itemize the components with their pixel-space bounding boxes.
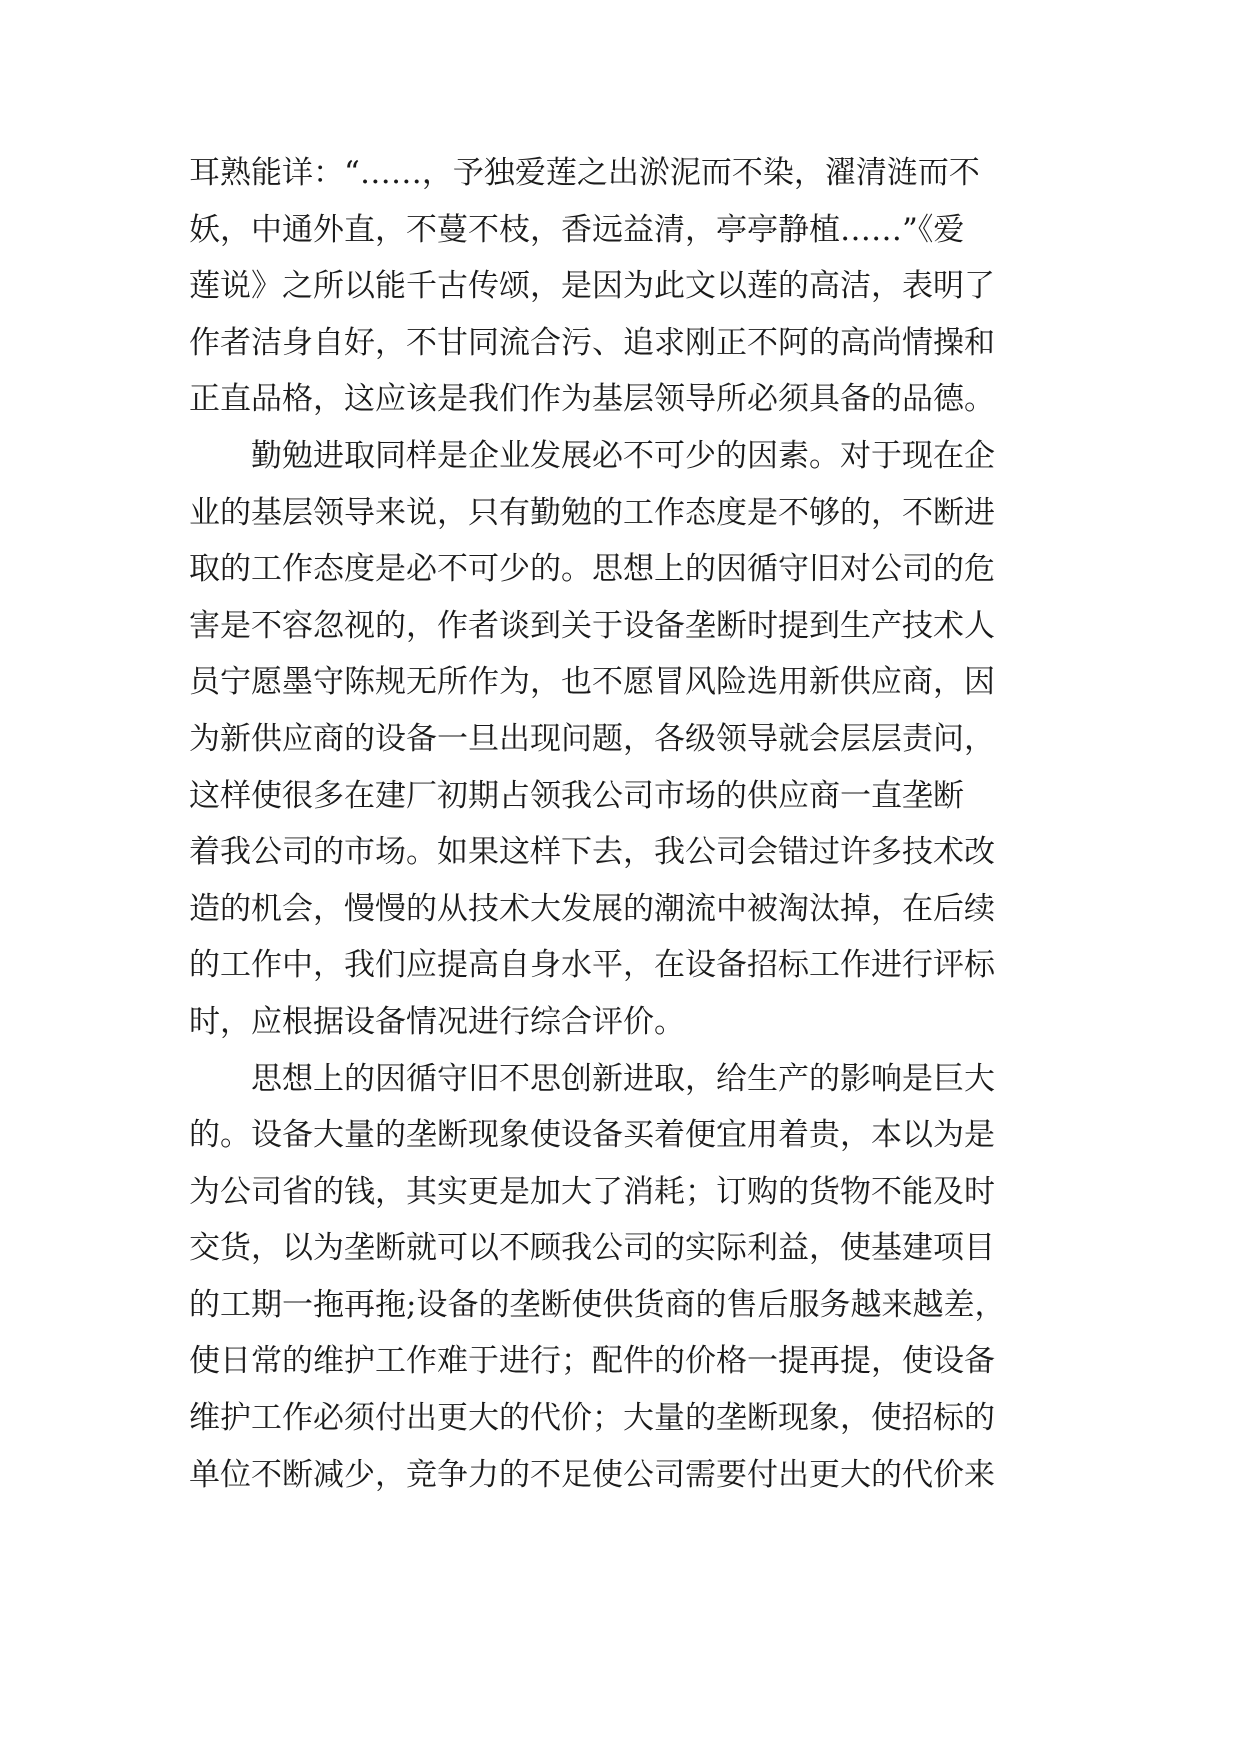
text-line: 的工期一拖再拖;设备的垄断使供货商的售后服务越来越差，: [189, 1286, 1006, 1323]
text-line: 妖，中通外直，不蔓不枝，香远益清，亭亭静植……”《爱: [189, 211, 965, 248]
text-line: 正直品格，这应该是我们作为基层领导所必须具备的品德。: [189, 381, 995, 418]
text-line: 使日常的维护工作难于进行；配件的价格一提再提，使设备: [189, 1343, 995, 1380]
text-line: 耳熟能详：“……，予独爱莲之出淤泥而不染，濯清涟而不: [189, 155, 980, 191]
text-line: 莲说》之所以能千古传颂，是因为此文以莲的高洁，表明了: [189, 268, 995, 305]
text-line: 取的工作态度是必不可少的。思想上的因循守旧对公司的危: [189, 551, 995, 588]
text-line: 交货，以为垄断就可以不顾我公司的实际利益，使基建项目: [189, 1230, 995, 1267]
text-line: 时，应根据设备情况进行综合评价。: [189, 1003, 685, 1040]
paragraph-start-line: 思想上的因循守旧不思创新进取，给生产的影响是巨大: [189, 1060, 995, 1097]
text-line: 为新供应商的设备一旦出现问题，各级领导就会层层责问，: [189, 720, 995, 757]
text-line: 业的基层领导来说，只有勤勉的工作态度是不够的，不断进: [189, 494, 995, 531]
text-line: 维护工作必须付出更大的代价；大量的垄断现象，使招标的: [189, 1400, 995, 1437]
text-line: 为公司省的钱，其实更是加大了消耗；订购的货物不能及时: [189, 1173, 995, 1210]
text-line: 的工作中，我们应提高自身水平，在设备招标工作进行评标: [189, 947, 995, 984]
document-body-text: [189, 145, 1069, 1503]
text-line: 造的机会，慢慢的从技术大发展的潮流中被淘汰掉，在后续: [189, 890, 995, 927]
text-line: 害是不容忽视的，作者谈到关于设备垄断时提到生产技术人: [189, 607, 995, 644]
text-line: 员宁愿墨守陈规无所作为，也不愿冒风险选用新供应商，因: [189, 664, 995, 701]
text-line: 作者洁身自好，不甘同流合污、追求刚正不阿的高尚情操和: [189, 324, 995, 361]
text-line: 着我公司的市场。如果这样下去，我公司会错过许多技术改: [189, 834, 995, 871]
text-line: 单位不断减少，竞争力的不足使公司需要付出更大的代价来: [189, 1456, 995, 1493]
text-line: 的。设备大量的垄断现象使设备买着便宜用着贵，本以为是: [189, 1117, 995, 1154]
text-line: 这样使很多在建厂初期占领我公司市场的供应商一直垄断: [189, 777, 964, 814]
paragraph-start-line: 勤勉进取同样是企业发展必不可少的因素。对于现在企: [189, 437, 995, 474]
